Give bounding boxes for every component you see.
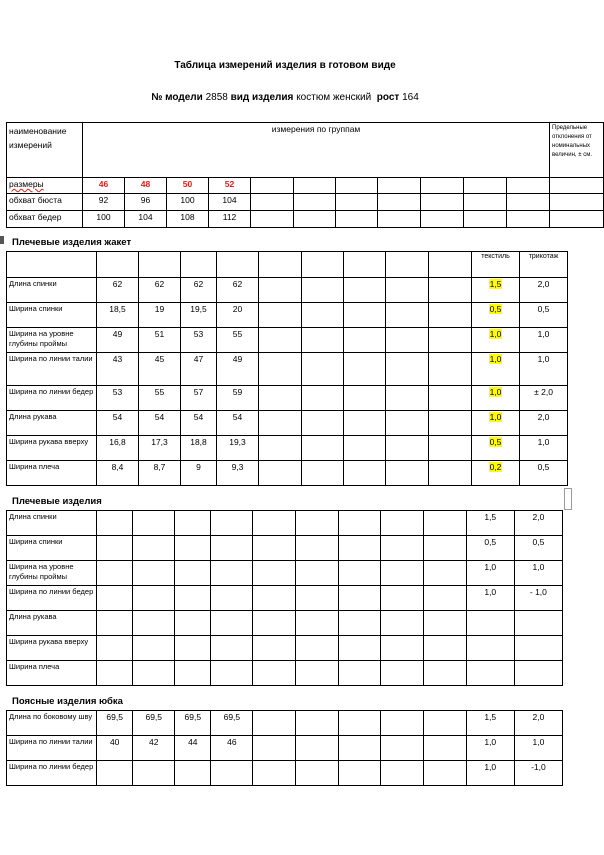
table-row xyxy=(7,636,563,661)
empty-cell xyxy=(338,636,380,661)
value-cell: 54 xyxy=(139,411,181,436)
textile-tolerance xyxy=(466,711,514,736)
knit-tolerance: 1,0 xyxy=(514,736,562,761)
empty-cell xyxy=(97,611,133,636)
empty-cell xyxy=(253,661,296,686)
row-label: Длина по боковому шву xyxy=(7,711,97,736)
empty-cell xyxy=(380,561,423,586)
textile-tolerance xyxy=(472,386,520,411)
table-row xyxy=(7,561,563,586)
col-knit: трикотаж xyxy=(520,252,568,278)
table-row xyxy=(7,303,568,328)
table-row xyxy=(7,461,568,486)
textile-tolerance xyxy=(466,511,514,536)
empty-cell xyxy=(423,761,466,786)
empty-cell xyxy=(259,436,302,461)
textile-tolerance xyxy=(472,353,520,386)
value-cell: 9 xyxy=(181,461,217,486)
value-cell: 49 xyxy=(97,328,139,353)
shoulder-table xyxy=(6,510,563,686)
value-cell: 18,5 xyxy=(97,303,139,328)
empty-cell xyxy=(429,436,472,461)
value-cell: 62 xyxy=(217,278,259,303)
textile-tolerance xyxy=(472,411,520,436)
value-cell: 57 xyxy=(181,386,217,411)
row-label: Ширина рукава вверху xyxy=(7,636,97,661)
height-label: рост xyxy=(376,92,400,103)
value-cell: 51 xyxy=(139,328,181,353)
empty-cell xyxy=(97,561,133,586)
empty-cell xyxy=(302,386,344,411)
empty-cell xyxy=(253,536,296,561)
empty-cell xyxy=(380,536,423,561)
empty-cell xyxy=(338,661,380,686)
textile-tolerance xyxy=(466,761,514,786)
row-label: Ширина по линии бедер xyxy=(7,761,97,786)
size-cell: 50 xyxy=(167,178,209,194)
empty-cell xyxy=(133,611,175,636)
empty-cell xyxy=(133,586,175,611)
empty-cell xyxy=(259,411,302,436)
empty-cell xyxy=(211,636,253,661)
textile-tolerance xyxy=(466,536,514,561)
value-cell: 108 xyxy=(167,211,209,228)
empty-cell xyxy=(344,353,386,386)
value-cell xyxy=(175,761,211,786)
size-cell: 48 xyxy=(125,178,167,194)
empty-cell xyxy=(296,711,338,736)
empty-cell xyxy=(386,303,429,328)
empty-cell xyxy=(380,511,423,536)
empty-cell xyxy=(423,661,466,686)
value-cell: 100 xyxy=(83,211,125,228)
model-number: 2858 xyxy=(205,92,228,103)
empty-cell xyxy=(423,711,466,736)
section3-title: Поясные изделия юбка xyxy=(12,696,123,707)
empty-cell xyxy=(338,511,380,536)
empty-cell xyxy=(423,511,466,536)
row-label: Ширина на уровне глубины проймы xyxy=(7,328,97,353)
empty-cell xyxy=(296,586,338,611)
value-cell: 69,5 xyxy=(211,711,253,736)
knit-tolerance: - 1,0 xyxy=(514,586,562,611)
col-textile: текстиль xyxy=(472,252,520,278)
empty-cell xyxy=(296,511,338,536)
empty-cell xyxy=(97,586,133,611)
value-cell: 49 xyxy=(217,353,259,386)
empty-cell xyxy=(423,586,466,611)
empty-cell xyxy=(429,353,472,386)
sizes-label: размеры xyxy=(7,178,83,194)
empty-cell xyxy=(296,636,338,661)
row-label: Ширина по линии талии xyxy=(7,353,97,386)
empty-cell xyxy=(386,278,429,303)
empty-cell xyxy=(423,536,466,561)
empty-cell xyxy=(380,611,423,636)
height-value: 164 xyxy=(402,92,419,103)
empty-cell xyxy=(296,536,338,561)
textile-value: 1,5 xyxy=(489,279,502,289)
table-row xyxy=(7,611,563,636)
empty-cell xyxy=(338,736,380,761)
empty-cell xyxy=(175,536,211,561)
row-label: Длина спинки xyxy=(7,511,97,536)
value-cell: 62 xyxy=(181,278,217,303)
knit-tolerance xyxy=(514,661,562,686)
row-label: Ширина плеча xyxy=(7,661,97,686)
empty-cell xyxy=(259,386,302,411)
value-cell: 8,4 xyxy=(97,461,139,486)
value-cell: 69,5 xyxy=(97,711,133,736)
model-prefix: № модели xyxy=(151,92,203,103)
knit-tolerance: 0,5 xyxy=(520,461,568,486)
empty-cell xyxy=(133,511,175,536)
textile-value: 1,0 xyxy=(484,562,497,572)
tolerance-header: Предельные отклонения от номинальных величин, ± см. xyxy=(550,123,604,178)
empty-cell xyxy=(253,561,296,586)
table-row xyxy=(7,536,563,561)
empty-cell xyxy=(380,761,423,786)
empty-cell xyxy=(296,561,338,586)
empty-cell xyxy=(386,411,429,436)
empty-cell xyxy=(423,611,466,636)
empty-cell xyxy=(97,536,133,561)
textile-value: 0,5 xyxy=(489,437,502,447)
textile-tolerance xyxy=(472,436,520,461)
table-row xyxy=(7,353,568,386)
row-label: Ширина спинки xyxy=(7,536,97,561)
empty-cell xyxy=(423,636,466,661)
empty-cell xyxy=(259,303,302,328)
value-cell: 9,3 xyxy=(217,461,259,486)
sizes-table xyxy=(6,122,604,228)
empty-cell xyxy=(296,761,338,786)
empty-cell xyxy=(211,536,253,561)
empty-cell xyxy=(429,328,472,353)
size-cell: 52 xyxy=(209,178,251,194)
knit-tolerance xyxy=(514,636,562,661)
table-row xyxy=(7,586,563,611)
row-label: Ширина на уровне глубины проймы xyxy=(7,561,97,586)
value-cell: 20 xyxy=(217,303,259,328)
value-cell: 16,8 xyxy=(97,436,139,461)
value-cell: 53 xyxy=(97,386,139,411)
knit-tolerance: 0,5 xyxy=(520,303,568,328)
empty-cell xyxy=(175,611,211,636)
textile-value: 0,2 xyxy=(489,462,502,472)
empty-cell xyxy=(296,611,338,636)
empty-cell xyxy=(302,303,344,328)
table-row xyxy=(7,411,568,436)
textile-tolerance xyxy=(466,636,514,661)
row-label: обхват бедер xyxy=(7,211,83,228)
empty-cell xyxy=(338,536,380,561)
empty-cell xyxy=(259,461,302,486)
textile-value: 1,5 xyxy=(484,512,497,522)
empty-cell xyxy=(344,303,386,328)
empty-cell xyxy=(338,761,380,786)
document-title xyxy=(0,60,570,71)
row-label: Ширина по линии бедер xyxy=(7,586,97,611)
textile-value: 1,0 xyxy=(489,387,502,397)
type-label: вид изделия xyxy=(230,92,294,103)
knit-tolerance xyxy=(514,611,562,636)
value-cell: 45 xyxy=(139,353,181,386)
empty-cell xyxy=(344,278,386,303)
groups-header: измерения по группам xyxy=(83,123,550,178)
textile-value: 1,5 xyxy=(484,712,497,722)
empty-cell xyxy=(386,436,429,461)
title-text: Таблица измерений изделия в готовом виде xyxy=(174,60,396,71)
textile-tolerance xyxy=(472,328,520,353)
empty-cell xyxy=(386,328,429,353)
row-label: Ширина спинки xyxy=(7,303,97,328)
value-cell: 18,8 xyxy=(181,436,217,461)
row-label: Длина рукава xyxy=(7,411,97,436)
empty-cell xyxy=(175,511,211,536)
empty-cell xyxy=(302,436,344,461)
empty-cell xyxy=(211,661,253,686)
value-cell: 100 xyxy=(167,194,209,211)
empty-cell xyxy=(338,711,380,736)
empty-cell xyxy=(380,711,423,736)
row-label: Длина спинки xyxy=(7,278,97,303)
textile-tolerance xyxy=(466,561,514,586)
textile-tolerance xyxy=(472,303,520,328)
table-row xyxy=(7,736,563,761)
value-cell: 42 xyxy=(133,736,175,761)
value-cell: 19,5 xyxy=(181,303,217,328)
empty-cell xyxy=(253,611,296,636)
empty-cell xyxy=(253,736,296,761)
value-cell xyxy=(133,761,175,786)
knit-tolerance: 2,0 xyxy=(514,711,562,736)
knit-tolerance: 1,0 xyxy=(520,353,568,386)
textile-value: 1,0 xyxy=(489,412,502,422)
table-row xyxy=(7,661,563,686)
table-row xyxy=(7,278,568,303)
value-cell: 54 xyxy=(181,411,217,436)
empty-cell xyxy=(253,761,296,786)
empty-cell xyxy=(344,461,386,486)
empty-cell xyxy=(211,611,253,636)
empty-cell xyxy=(338,561,380,586)
value-cell: 8,7 xyxy=(139,461,181,486)
empty-cell xyxy=(386,353,429,386)
empty-cell xyxy=(423,736,466,761)
empty-cell xyxy=(133,561,175,586)
knit-tolerance: 2,0 xyxy=(514,511,562,536)
value-cell: 104 xyxy=(125,211,167,228)
knit-tolerance: 1,0 xyxy=(520,436,568,461)
row-label: обхват бюста xyxy=(7,194,83,211)
table-row xyxy=(7,386,568,411)
table-row xyxy=(7,436,568,461)
type-value: костюм женский xyxy=(296,92,372,103)
empty-cell xyxy=(133,536,175,561)
textile-value: 0,5 xyxy=(489,304,502,314)
row-label: Ширина по линии бедер xyxy=(7,386,97,411)
empty-cell xyxy=(175,636,211,661)
empty-cell xyxy=(344,411,386,436)
value-cell: 43 xyxy=(97,353,139,386)
knit-tolerance: 2,0 xyxy=(520,411,568,436)
empty-cell xyxy=(302,278,344,303)
empty-cell xyxy=(175,561,211,586)
knit-tolerance: 2,0 xyxy=(520,278,568,303)
empty-cell xyxy=(259,278,302,303)
right-edge-marker-icon xyxy=(564,488,572,510)
empty-cell xyxy=(253,586,296,611)
empty-cell xyxy=(302,461,344,486)
value-cell: 69,5 xyxy=(175,711,211,736)
skirt-table xyxy=(6,710,563,786)
knit-tolerance: ± 2,0 xyxy=(520,386,568,411)
empty-cell xyxy=(253,711,296,736)
empty-cell xyxy=(338,586,380,611)
section2-title: Плечевые изделия xyxy=(12,496,102,507)
left-edge-marker-icon xyxy=(0,236,4,244)
empty-cell xyxy=(211,511,253,536)
textile-value: 1,0 xyxy=(484,737,497,747)
empty-cell xyxy=(344,436,386,461)
textile-value: 1,0 xyxy=(489,329,502,339)
row-label: Ширина по линии талии xyxy=(7,736,97,761)
empty-cell xyxy=(423,561,466,586)
empty-cell xyxy=(133,661,175,686)
value-cell: 104 xyxy=(209,194,251,211)
empty-cell xyxy=(380,661,423,686)
textile-tolerance xyxy=(466,736,514,761)
value-cell: 19,3 xyxy=(217,436,259,461)
empty-cell xyxy=(429,461,472,486)
textile-value: 1,0 xyxy=(484,762,497,772)
textile-tolerance xyxy=(466,611,514,636)
empty-cell xyxy=(97,661,133,686)
jacket-table xyxy=(6,251,568,486)
empty-cell xyxy=(175,661,211,686)
value-cell: 69,5 xyxy=(133,711,175,736)
empty-cell xyxy=(429,278,472,303)
knit-tolerance: -1,0 xyxy=(514,761,562,786)
empty-cell xyxy=(259,328,302,353)
empty-cell xyxy=(97,511,133,536)
empty-cell xyxy=(380,736,423,761)
empty-cell xyxy=(296,736,338,761)
empty-cell xyxy=(429,386,472,411)
empty-cell xyxy=(302,353,344,386)
empty-cell xyxy=(386,461,429,486)
empty-cell xyxy=(344,386,386,411)
value-cell: 59 xyxy=(217,386,259,411)
empty-cell xyxy=(386,386,429,411)
textile-tolerance xyxy=(466,586,514,611)
value-cell: 19 xyxy=(139,303,181,328)
value-cell: 55 xyxy=(139,386,181,411)
section1-title: Плечевые изделия жакет xyxy=(12,237,132,248)
knit-tolerance: 0,5 xyxy=(514,536,562,561)
value-cell: 54 xyxy=(217,411,259,436)
value-cell: 54 xyxy=(97,411,139,436)
empty-cell xyxy=(302,411,344,436)
value-cell: 40 xyxy=(97,736,133,761)
table-row xyxy=(7,711,563,736)
value-cell: 44 xyxy=(175,736,211,761)
value-cell: 112 xyxy=(209,211,251,228)
value-cell: 17,3 xyxy=(139,436,181,461)
textile-value: 1,0 xyxy=(489,354,502,364)
empty-cell xyxy=(175,586,211,611)
value-cell: 53 xyxy=(181,328,217,353)
value-cell: 47 xyxy=(181,353,217,386)
empty-cell xyxy=(429,303,472,328)
model-line xyxy=(0,92,570,103)
knit-tolerance: 1,0 xyxy=(514,561,562,586)
table-row xyxy=(7,328,568,353)
value-cell xyxy=(97,761,133,786)
empty-cell xyxy=(338,611,380,636)
textile-value: 1,0 xyxy=(484,587,497,597)
value-cell: 96 xyxy=(125,194,167,211)
textile-tolerance xyxy=(466,661,514,686)
textile-tolerance xyxy=(472,278,520,303)
empty-cell xyxy=(380,586,423,611)
empty-cell xyxy=(380,636,423,661)
textile-value: 0,5 xyxy=(484,537,497,547)
value-cell: 62 xyxy=(97,278,139,303)
empty-cell xyxy=(302,328,344,353)
value-cell xyxy=(211,761,253,786)
value-cell: 55 xyxy=(217,328,259,353)
empty-cell xyxy=(253,636,296,661)
knit-tolerance: 1,0 xyxy=(520,328,568,353)
empty-cell xyxy=(211,586,253,611)
empty-cell xyxy=(211,561,253,586)
row-label: Ширина рукава вверху xyxy=(7,436,97,461)
value-cell: 46 xyxy=(211,736,253,761)
textile-tolerance xyxy=(472,461,520,486)
empty-cell xyxy=(296,661,338,686)
empty-cell xyxy=(253,511,296,536)
empty-cell xyxy=(259,353,302,386)
empty-cell xyxy=(97,636,133,661)
value-cell: 92 xyxy=(83,194,125,211)
name-header: наименование измерений xyxy=(7,123,83,178)
table-row xyxy=(7,511,563,536)
table-row xyxy=(7,761,563,786)
size-cell: 46 xyxy=(83,178,125,194)
row-label: Ширина плеча xyxy=(7,461,97,486)
empty-cell xyxy=(133,636,175,661)
row-label: Длина рукава xyxy=(7,611,97,636)
empty-cell xyxy=(429,411,472,436)
empty-cell xyxy=(344,328,386,353)
value-cell: 62 xyxy=(139,278,181,303)
